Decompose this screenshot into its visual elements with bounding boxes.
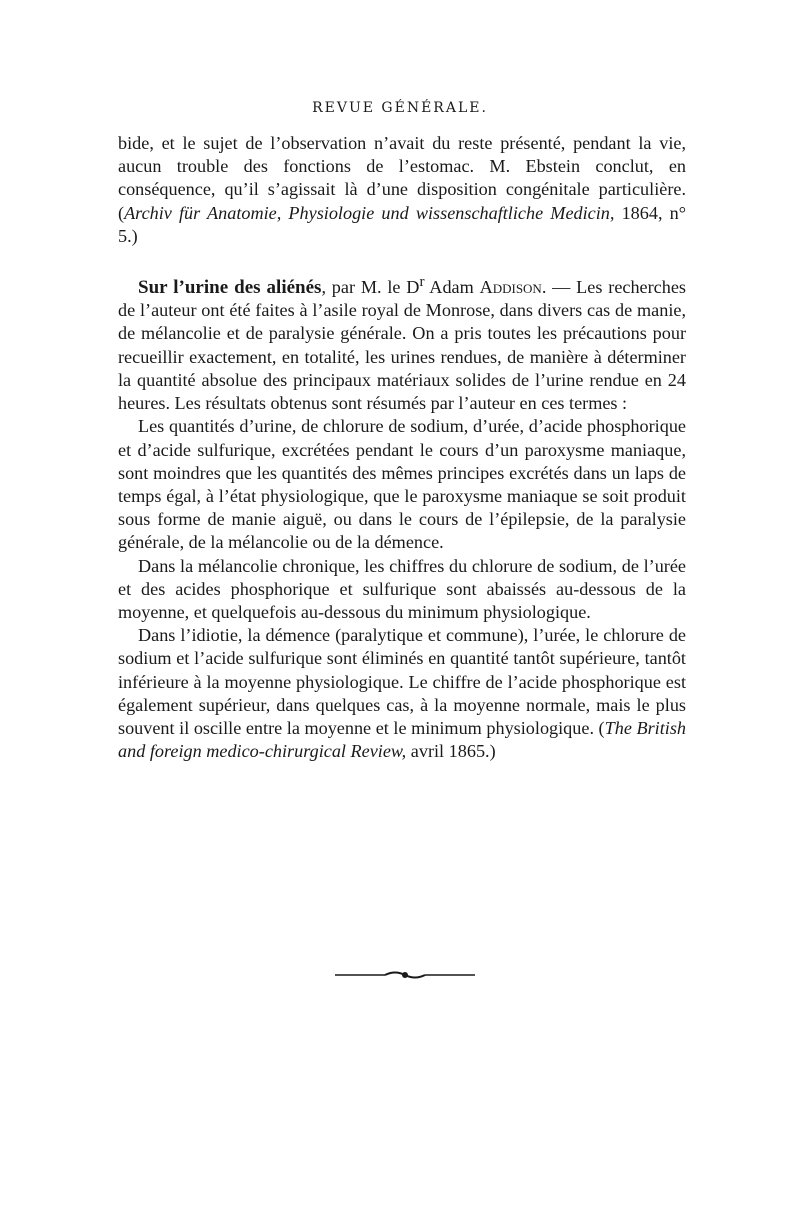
citation-italic: The British and foreign medico-chirurgical Review,	[118, 717, 686, 762]
article-intro	[118, 270, 686, 415]
citation-italic: Archiv für Anatomie, Physiologie und wissenschaftliche Medicin,	[124, 202, 615, 223]
paragraph-mania: Les quantités d’urine, de chlorure de sodium, d’urée, d’acide phosphorique et d’acide sulfurique, excrétées pendant le cours d’un paroxysme maniaque, sont moindres que les quantités des mêmes principes excrétés dans un laps de temps égal, à l’état physiologique, que le paroxysme maniaque se soit produit sous forme de manie aiguë, ou dans le cours de l’épilepsie, de la paralysie générale, de la mélancolie ou de la démence.	[118, 416, 686, 553]
paragraph-continuation	[118, 132, 686, 248]
byline-text: , par M. le D	[321, 277, 420, 298]
paragraph-text: avril 1865.)	[406, 741, 496, 762]
paragraph-text: Dans l’idiotie, la démence (paralytique et commune), l’urée, le chlorure de sodium et l’acide sulfurique sont éliminés en quantité tantôt supérieure, tantôt inférieure à la moyenne physiologique. Le chiffre de l’acide phosphorique est également supérieur, dans quelques cas, à la moyenne normale, mais le plus souvent il oscille entre la moyenne et le minimum physiologique. (	[118, 625, 686, 738]
paragraph-melancholia: Dans la mélancolie chronique, les chiffres du chlorure de sodium, de l’urée et des acides phosphorique et sulfurique sont abaissés au-dessous de la moyenne, et quelquefois au-dessous du minimum physiologique.	[118, 555, 686, 622]
ornament-divider-icon	[335, 968, 475, 982]
byline-sup: r	[419, 273, 425, 291]
section-gap	[118, 248, 686, 270]
author-name: Addison.	[479, 277, 547, 298]
body-text	[118, 132, 686, 763]
paragraph-text: bide, et le sujet de l’observation n’avait du reste présenté, pendant la vie, aucun trouble des fonctions de l’estomac. M. Ebstein conclut, en conséquence, qu’il s’agissait là d’une disposition congénitale particulière. (	[118, 133, 686, 223]
paragraph-idiocy	[118, 624, 686, 763]
byline-text: Adam	[424, 277, 480, 298]
article-title: Sur l’urine des aliénés	[138, 277, 322, 299]
paragraph-text: 1864, n° 5.)	[118, 202, 687, 246]
intro-text: — Les recherches de l’auteur ont été faites à l’asile royal de Monrose, dans divers cas de manie, de mélancolie et de paralysie générale. On a pris toutes les précautions pour recueillir exactement, en totalité, les urines rendues, de manière à déterminer la quantité absolue des principaux matériaux solides de l’urine rendue en 24 heures. Les résultats obtenus sont résumés par l’auteur en ces termes :	[118, 277, 686, 414]
running-header: REVUE GÉNÉRALE.	[312, 100, 488, 116]
